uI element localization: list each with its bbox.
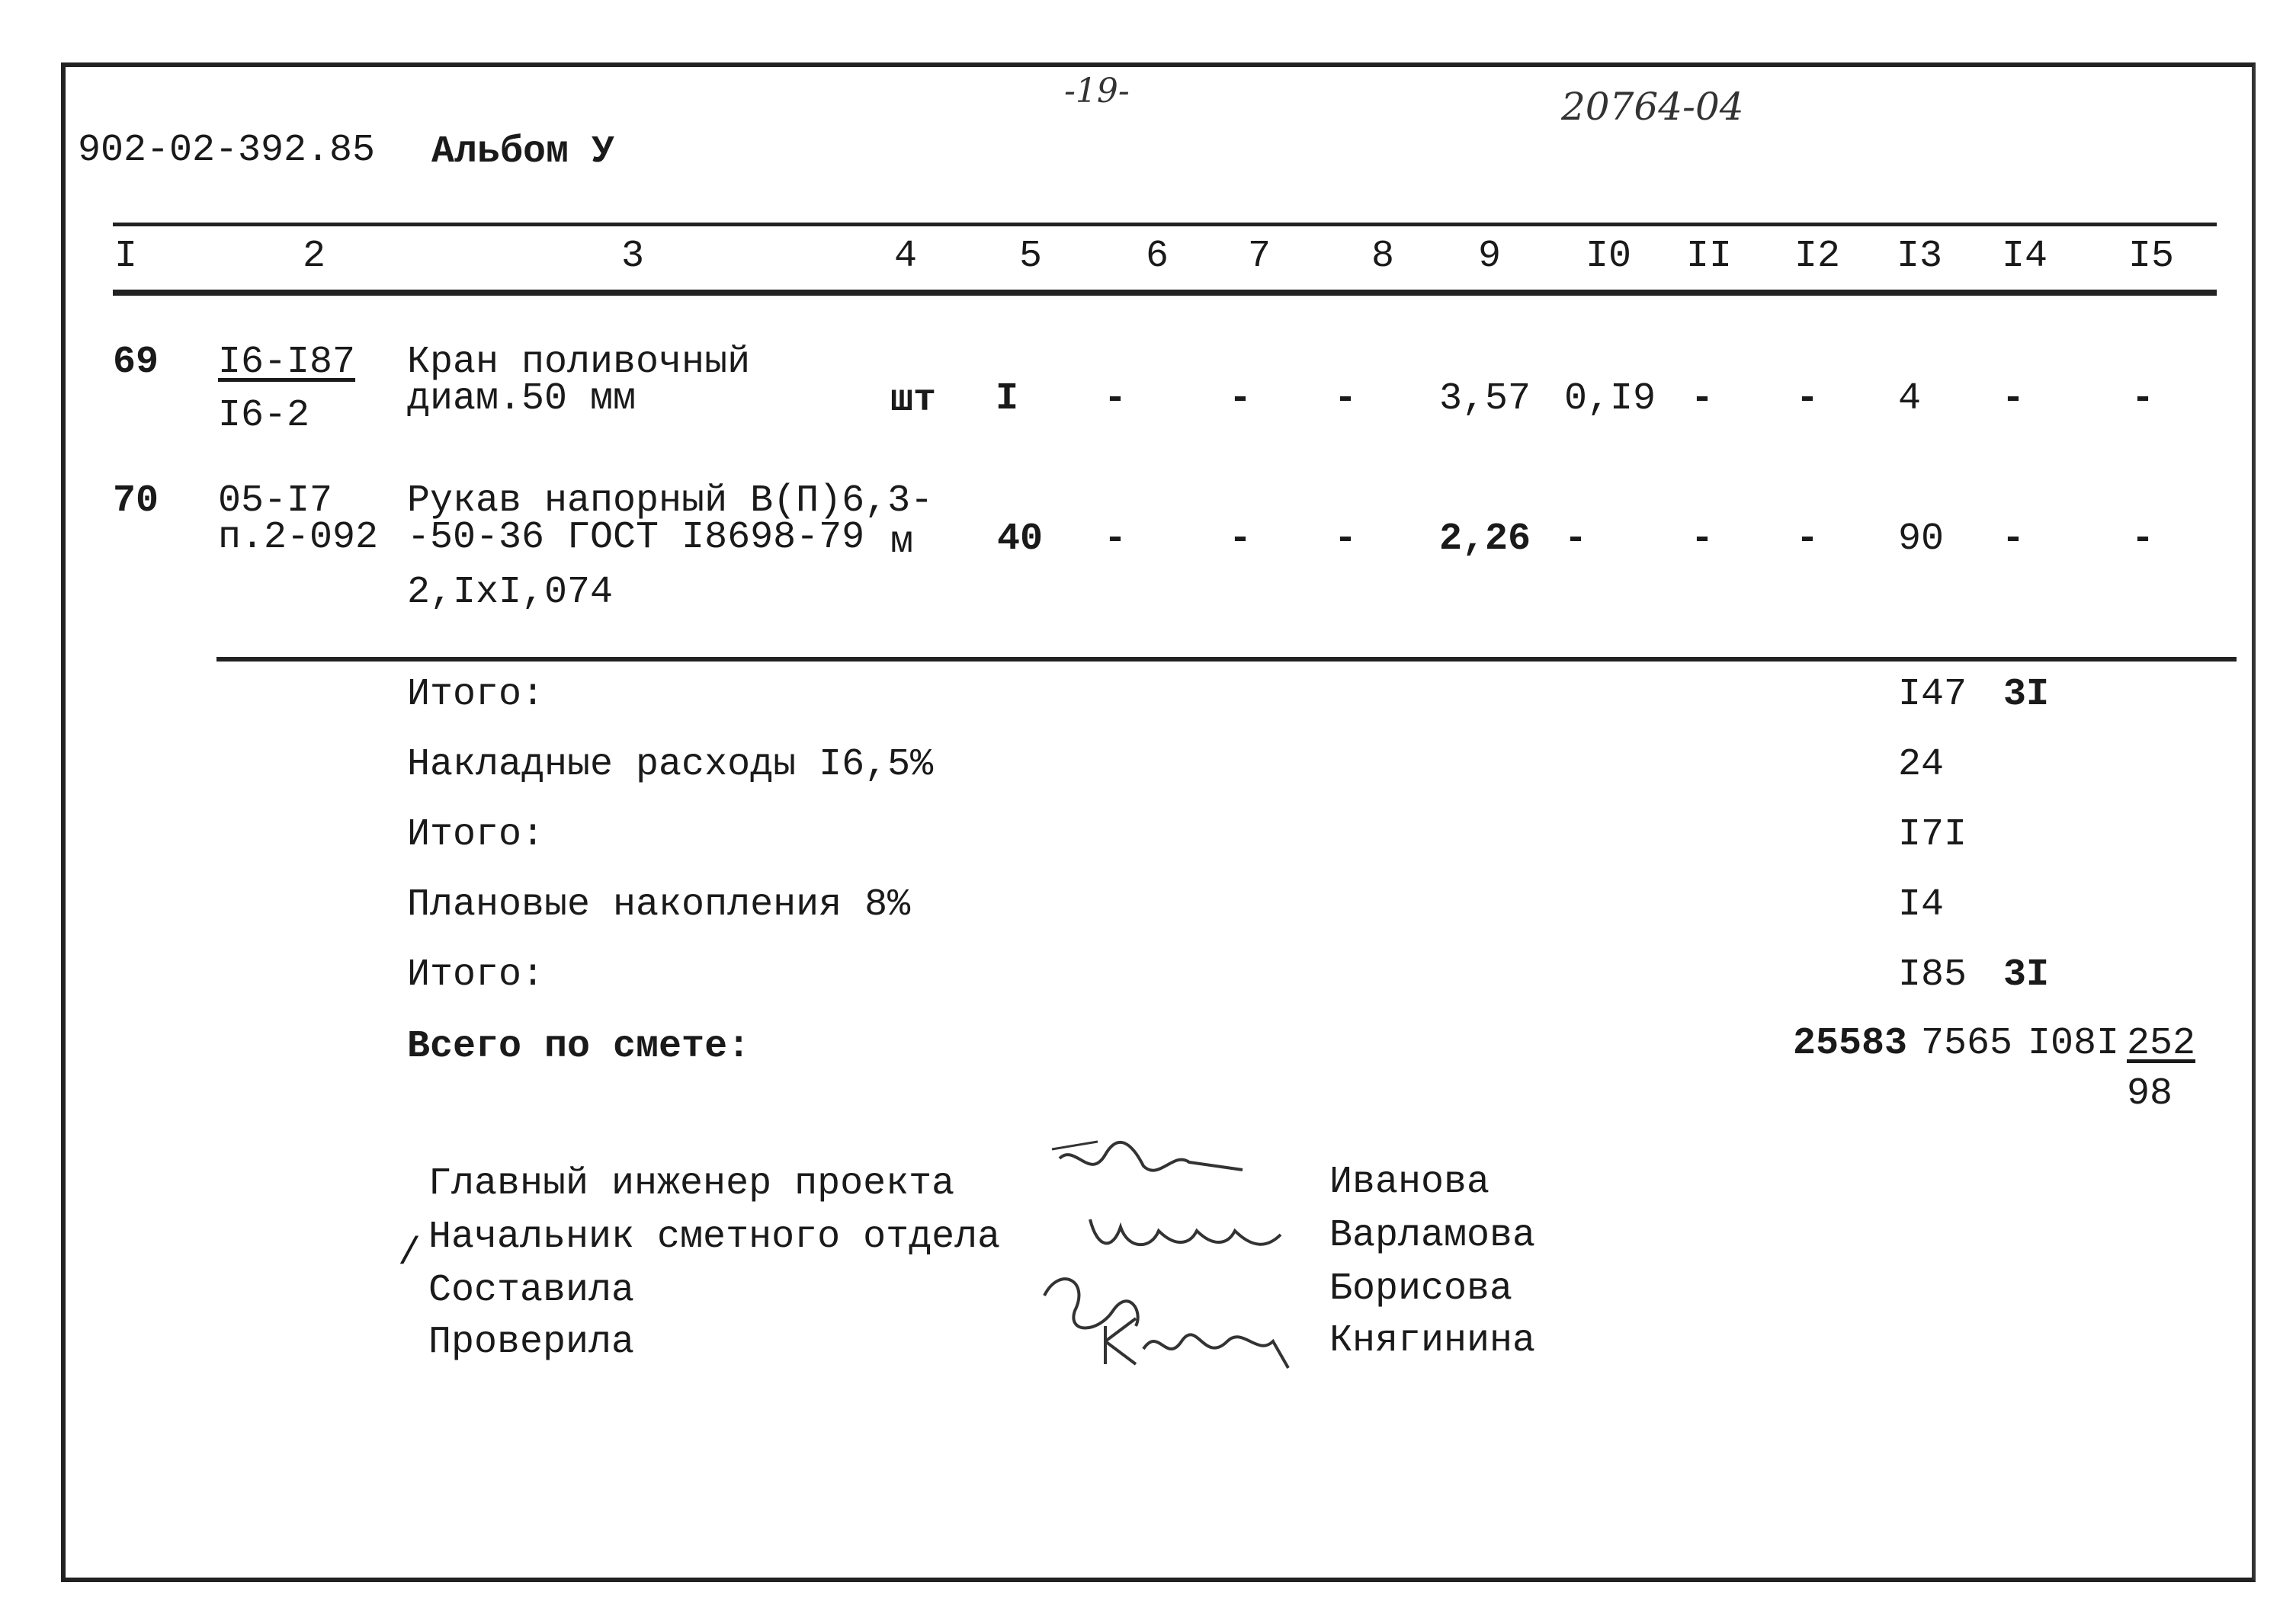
row-cell: 4 <box>1898 377 1922 421</box>
page-number: -19- <box>1064 72 1130 111</box>
row-cell: 3,57 <box>1439 377 1531 421</box>
row-qty: 40 <box>997 517 1044 561</box>
row-name-line: Рукав напорный В(П)6,3- <box>407 479 934 523</box>
row-name-line: 2,IxI,074 <box>407 571 614 614</box>
row-cell: - <box>1564 517 1588 561</box>
total-label: Накладные расходы I6,5% <box>407 743 934 786</box>
col-header: 6 <box>1145 235 1169 278</box>
col-header: 3 <box>620 235 644 278</box>
grand-total-value: 98 <box>2127 1072 2173 1116</box>
total-value: 24 <box>1898 743 1945 786</box>
total-value: 3I <box>2003 673 2050 716</box>
col-header: 2 <box>302 235 325 278</box>
grand-total-value: I08I <box>2028 1022 2120 1065</box>
signature-name: Иванова <box>1329 1161 1490 1204</box>
col-header: I0 <box>1585 235 1631 278</box>
signature-scribble <box>1052 1136 1250 1197</box>
col-header: 7 <box>1247 235 1271 278</box>
header-top-rule <box>113 223 2217 226</box>
grand-total-value: 25583 <box>1793 1022 1908 1065</box>
col-header: 4 <box>893 235 917 278</box>
row-code-bottom: I6-2 <box>218 394 310 437</box>
row-cell: - <box>1334 517 1358 561</box>
col-header: I5 <box>2128 235 2174 278</box>
row-unit: м <box>890 521 914 564</box>
document-code: 902-02-392.85 <box>78 129 376 172</box>
col-header: I3 <box>1896 235 1942 278</box>
archive-number: 20764-04 <box>1561 85 1744 129</box>
row-code-bottom: п.2-092 <box>218 516 379 559</box>
row-cell: - <box>1104 377 1127 421</box>
album-label: Альбом У <box>431 130 615 174</box>
signature-role: Составила <box>428 1269 635 1312</box>
row-cell: - <box>2131 377 2155 421</box>
col-header: I2 <box>1794 235 1840 278</box>
row-code-top: 05-I7 <box>218 479 333 523</box>
total-value: 3I <box>2003 953 2050 997</box>
row-cell: 2,26 <box>1439 517 1531 561</box>
total-label: Итого: <box>407 953 545 997</box>
row-number: 69 <box>113 341 159 384</box>
row-name-line: -50-36 ГОСТ I8698-79 <box>407 516 865 559</box>
row-code-top: I6-I87 <box>218 341 356 384</box>
row-cell: - <box>2002 377 2025 421</box>
row-cell: - <box>1691 517 1714 561</box>
col-header: I4 <box>2001 235 2047 278</box>
row-cell: - <box>1104 517 1127 561</box>
col-header: 9 <box>1477 235 1501 278</box>
col-header: 8 <box>1371 235 1394 278</box>
row-cell: 90 <box>1898 517 1945 561</box>
signature-scribble <box>1082 1204 1288 1265</box>
row-cell: - <box>1796 517 1820 561</box>
signature-role: Проверила <box>428 1321 635 1364</box>
row-qty: I <box>996 377 1019 421</box>
row-cell: - <box>1229 377 1252 421</box>
col-header: I <box>114 235 137 278</box>
signature-name: Княгинина <box>1329 1319 1536 1363</box>
row-name-line: Кран поливочный <box>407 341 751 384</box>
total-value: I47 <box>1898 673 1967 716</box>
total-value: I85 <box>1898 953 1967 997</box>
col-header: II <box>1685 235 1732 278</box>
row-name-line: диам.50 мм <box>407 377 637 421</box>
row-unit: шт <box>890 379 937 422</box>
signature-role: Начальник сметного отдела <box>428 1216 1001 1259</box>
col-header: 5 <box>1018 235 1042 278</box>
signature-slash: / <box>398 1232 422 1276</box>
row-cell: - <box>1691 377 1714 421</box>
total-label: Итого: <box>407 813 545 857</box>
row-cell: 0,I9 <box>1564 377 1656 421</box>
total-value: I7I <box>1898 813 1967 857</box>
row-cell: - <box>1229 517 1252 561</box>
grand-total-value: 7565 <box>1921 1022 2013 1065</box>
row-cell: - <box>2002 517 2025 561</box>
row-cell: - <box>1796 377 1820 421</box>
grand-total-value: 252 <box>2127 1022 2196 1065</box>
signature-name: Варламова <box>1329 1214 1536 1257</box>
row-cell: - <box>1334 377 1358 421</box>
row-cell: - <box>2131 517 2155 561</box>
signature-scribble <box>1029 1265 1311 1379</box>
header-bottom-rule <box>113 290 2217 296</box>
total-label: Плановые накопления 8% <box>407 883 911 927</box>
signature-name: Борисова <box>1329 1267 1513 1311</box>
total-label: Итого: <box>407 673 545 716</box>
total-value: I4 <box>1898 883 1945 927</box>
grand-total-label: Всего по смете: <box>407 1025 751 1068</box>
row-number: 70 <box>113 479 159 523</box>
signature-role: Главный инженер проекта <box>428 1162 955 1206</box>
totals-rule <box>216 657 2237 662</box>
